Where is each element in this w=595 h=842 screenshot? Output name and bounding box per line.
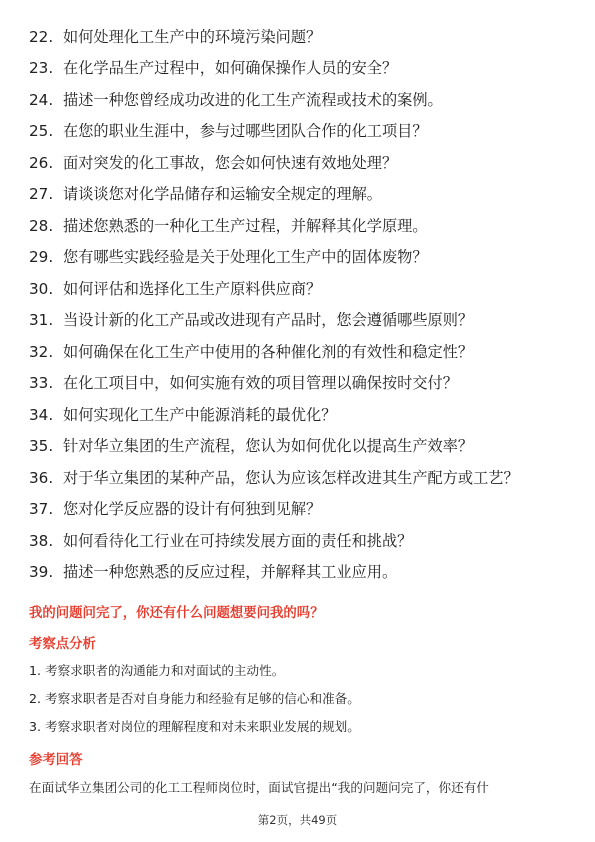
analysis-point-text: 3. 考察求职者对岗位的理解程度和对未来职业发展的规划。 — [29, 719, 360, 734]
analysis-point-text: 2. 考察求职者是否对自身能力和经验有足够的信心和准备。 — [29, 691, 360, 706]
question-text: 描述您熟悉的一种化工生产过程，并解释其化学原理。 — [63, 216, 428, 235]
question-number: 35. — [29, 437, 54, 456]
reference-answer — [29, 778, 569, 798]
question-text: 当设计新的化工产品或改进现有产品时，您会遵循哪些原则？ — [63, 311, 474, 330]
question-item — [29, 183, 569, 207]
analysis-point-text: 1. 考察求职者的沟通能力和对面试的主动性。 — [29, 663, 285, 678]
analysis-point — [29, 717, 569, 737]
question-number: 26. — [29, 153, 54, 172]
question-list — [29, 26, 569, 593]
question-item — [29, 341, 569, 365]
question-item — [29, 120, 569, 144]
question-number: 25. — [29, 122, 54, 141]
question-number: 28. — [29, 216, 54, 235]
question-item — [29, 309, 569, 333]
question-text: 面对突发的化工事故，您会如何快速有效地处理？ — [63, 153, 398, 172]
question-text: 如何看待化工行业在可持续发展方面的责任和挑战？ — [63, 531, 413, 550]
question-number: 36. — [29, 468, 54, 487]
question-number: 23. — [29, 59, 54, 78]
question-text: 您有哪些实践经验是关于处理化工生产中的固体废物？ — [63, 248, 428, 267]
page-number-footer: 第2页，共49页 — [257, 813, 338, 827]
question-item — [29, 498, 569, 522]
reference-section — [29, 751, 569, 771]
question-text: 如何评估和选择化工生产原料供应商？ — [63, 279, 322, 298]
question-number: 30. — [29, 279, 54, 298]
question-number: 38. — [29, 531, 54, 550]
question-number: 34. — [29, 405, 54, 424]
analysis-point — [29, 661, 569, 681]
question-item — [29, 467, 569, 491]
question-item — [29, 89, 569, 113]
question-text: 描述一种您曾经成功改进的化工生产流程或技术的案例。 — [63, 90, 443, 109]
question-item — [29, 57, 569, 81]
question-item — [29, 372, 569, 396]
question-item — [29, 404, 569, 428]
question-text: 在化工项目中，如何实施有效的项目管理以确保按时交付？ — [63, 374, 458, 393]
question-number: 29. — [29, 248, 54, 267]
question-text: 如何处理化工生产中的环境污染问题？ — [63, 28, 322, 46]
question-text: 如何实现化工生产中能源消耗的最优化？ — [63, 405, 337, 424]
question-text: 您对化学反应器的设计有何独到见解？ — [63, 500, 322, 519]
question-text: 描述一种您熟悉的反应过程，并解释其工业应用。 — [63, 563, 398, 582]
reference-answer-text: 在面试华立集团公司的化工工程师岗位时，面试官提出“我的问题问完了，你还有什 — [29, 780, 489, 795]
question-item — [29, 215, 569, 239]
question-text: 针对华立集团的生产流程，您认为如何优化以提高生产效率？ — [63, 437, 474, 456]
analysis-point — [29, 689, 569, 709]
question-number: 22. — [29, 28, 54, 46]
question-text: 在您的职业生涯中，参与过哪些团队合作的化工项目？ — [63, 122, 428, 141]
question-item — [29, 246, 569, 270]
final-question-section — [29, 604, 569, 624]
question-number: 24. — [29, 90, 54, 109]
reference-heading: 参考回答 — [29, 753, 83, 768]
question-number: 33. — [29, 374, 54, 393]
question-text: 请谈谈您对化学品储存和运输安全规定的理解。 — [63, 185, 382, 204]
question-text: 在化学品生产过程中，如何确保操作人员的安全？ — [63, 59, 398, 78]
analysis-heading: 考察点分析 — [29, 637, 96, 652]
question-number: 37. — [29, 500, 54, 519]
question-item — [29, 561, 569, 585]
question-item — [29, 435, 569, 459]
question-number: 32. — [29, 342, 54, 361]
question-text: 对于华立集团的某种产品，您认为应该怎样改进其生产配方或工艺？ — [63, 468, 519, 487]
question-item — [29, 152, 569, 176]
question-item — [29, 278, 569, 302]
question-item — [29, 26, 569, 50]
question-item — [29, 530, 569, 554]
question-number: 27. — [29, 185, 54, 204]
analysis-section — [29, 635, 569, 655]
question-text: 如何确保在化工生产中使用的各种催化剂的有效性和稳定性？ — [63, 342, 474, 361]
final-question-heading: 我的问题问完了，你还有什么问题想要问我的吗？ — [29, 606, 324, 621]
question-number: 31. — [29, 311, 54, 330]
question-number: 39. — [29, 563, 54, 582]
